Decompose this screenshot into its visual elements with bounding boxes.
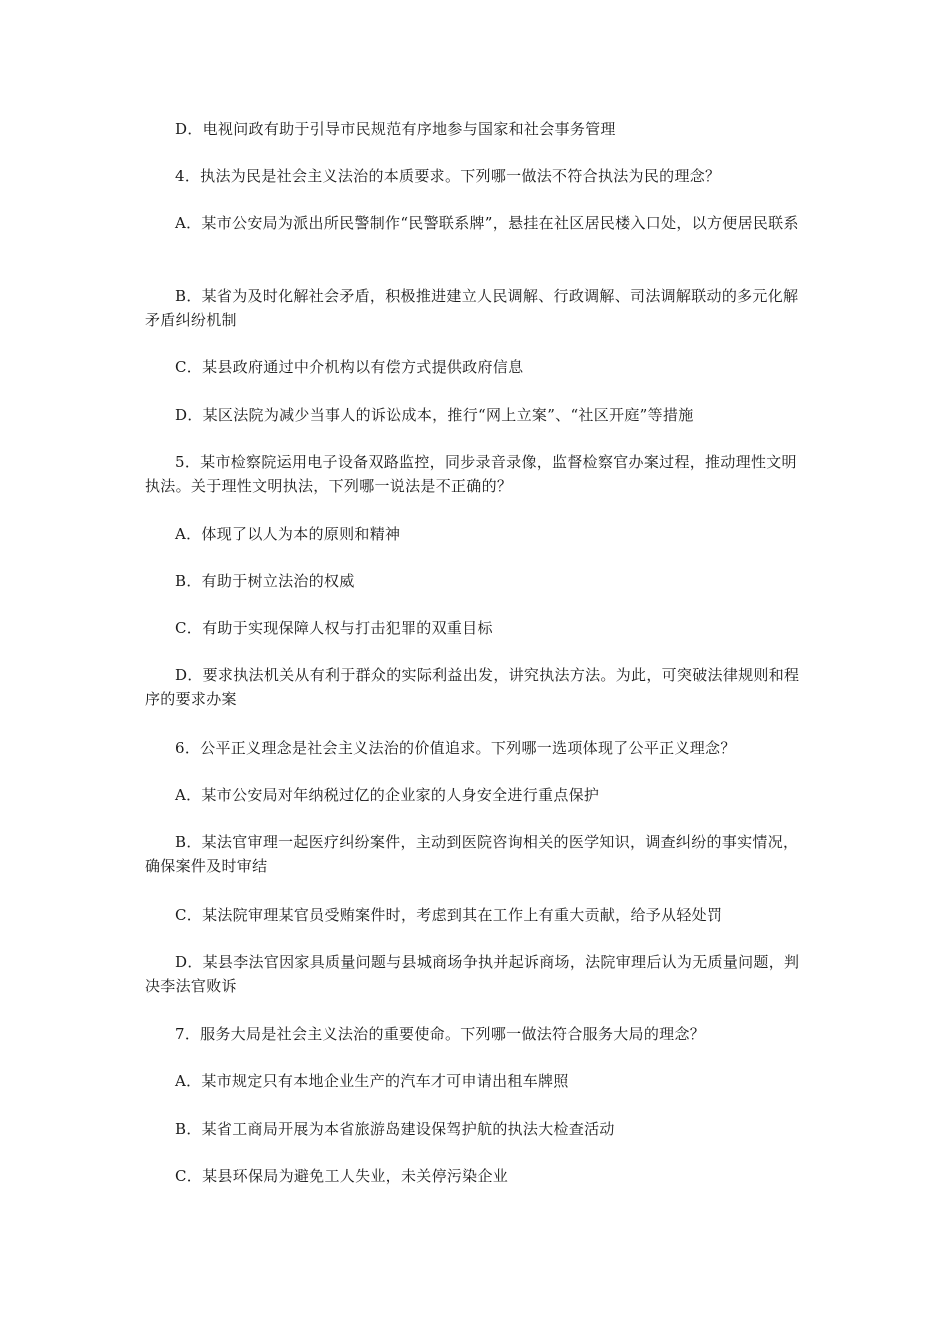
- option-d-q5: D．要求执法机关从有利于群众的实际利益出发，讲究执法方法。为此，可突破法律规则和程序的要求办案: [145, 666, 800, 708]
- option-c-q6: C．某法院审理某官员受贿案件时，考虑到其在工作上有重大贡献，给予从轻处罚: [175, 906, 723, 924]
- question-5: 5．某市检察院运用电子设备双路监控，同步录音录像，监督检察官办案过程，推动理性文明执法。关于理性文明执法，下列哪一说法是不正确的？: [145, 453, 797, 495]
- option-c-q5: C．有助于实现保障人权与打击犯罪的双重目标: [175, 619, 493, 637]
- option-c-q7: C．某县环保局为避免工人失业，未关停污染企业: [175, 1167, 509, 1185]
- option-a-q6: A．某市公安局对年纳税过亿的企业家的人身安全进行重点保护: [175, 786, 600, 804]
- option-b-q7: B．某省工商局开展为本省旅游岛建设保驾护航的执法大检查活动: [175, 1120, 615, 1138]
- option-d-q6: D．某县李法官因家具质量问题与县城商场争执并起诉商场，法院审理后认为无质量问题，判决李法官败诉: [145, 953, 800, 995]
- question-6: 6．公平正义理念是社会主义法治的价值追求。下列哪一选项体现了公平正义理念？: [175, 739, 736, 757]
- option-a-q5: A．体现了以人为本的原则和精神: [175, 525, 401, 543]
- question-7: 7．服务大局是社会主义法治的重要使命。下列哪一做法符合服务大局的理念？: [175, 1025, 706, 1043]
- option-c-q4: C．某县政府通过中介机构以有偿方式提供政府信息: [175, 358, 524, 376]
- option-b-q5: B．有助于树立法治的权威: [175, 572, 355, 590]
- option-b-q4: B．某省为及时化解社会矛盾，积极推进建立人民调解、行政调解、司法调解联动的多元化解矛盾纠纷机制: [145, 287, 799, 329]
- option-d-q4: D．某区法院为减少当事人的诉讼成本，推行“网上立案”、“社区开庭”等措施: [175, 406, 694, 424]
- option-b-q6: B．某法官审理一起医疗纠纷案件，主动到医院咨询相关的医学知识，调查纠纷的事实情况，确保案件及时审结: [145, 833, 799, 875]
- option-d-q3: D．电视问政有助于引导市民规范有序地参与国家和社会事务管理: [175, 120, 616, 138]
- question-4: 4．执法为民是社会主义法治的本质要求。下列哪一做法不符合执法为民的理念？: [175, 167, 721, 185]
- option-a-q7: A．某市规定只有本地企业生产的汽车才可申请出租车牌照: [175, 1072, 569, 1090]
- option-a-q4: A．某市公安局为派出所民警制作“民警联系牌”，悬挂在社区居民楼入口处，以方便居民联系: [175, 214, 799, 232]
